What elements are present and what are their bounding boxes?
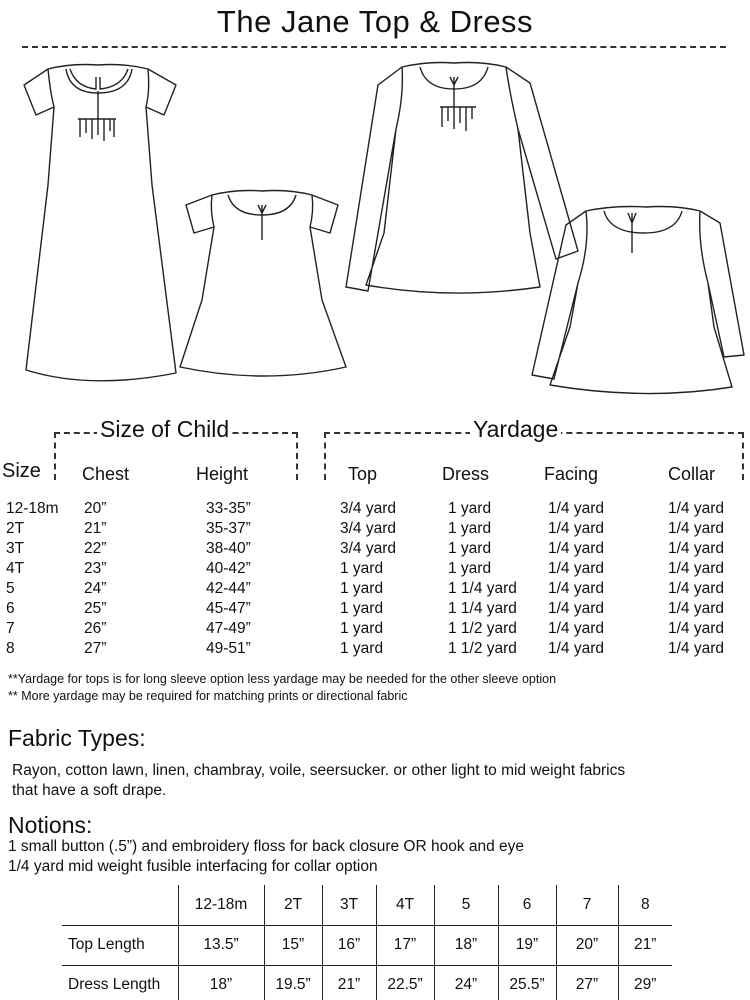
length-size: 8 — [618, 885, 672, 925]
size-cell-size: 5 — [6, 580, 15, 597]
length-cell: 22.5” — [376, 965, 434, 1000]
length-size: 12-18m — [178, 885, 264, 925]
size-cell-chest: 25” — [84, 600, 107, 617]
size-cell-top-yardage: 1 yard — [340, 600, 384, 617]
size-cell-chest: 27” — [84, 640, 107, 657]
size-cell-dress-yardage: 1 yard — [448, 540, 492, 557]
col-collar: Collar — [668, 464, 716, 484]
length-cell: 15” — [264, 925, 322, 965]
size-cell-collar-yardage: 1/4 yard — [668, 600, 725, 617]
size-cell-dress-yardage: 1 1/2 yard — [448, 640, 517, 657]
length-cell: 21” — [322, 965, 376, 1000]
size-cell-dress-yardage: 1 yard — [448, 560, 492, 577]
length-cell: 18” — [434, 925, 498, 965]
size-cell-facing-yardage: 1/4 yard — [548, 500, 605, 517]
size-cell-collar-yardage: 1/4 yard — [668, 560, 725, 577]
size-cell-chest: 20” — [84, 500, 107, 517]
col-facing: Facing — [544, 464, 599, 484]
size-cell-collar-yardage: 1/4 yard — [668, 520, 725, 537]
size-cell-size: 8 — [6, 640, 15, 657]
length-cell: 17” — [376, 925, 434, 965]
length-cell: 20” — [556, 925, 618, 965]
notions-line2: 1/4 yard mid weight fusible interfacing for collar option — [8, 858, 378, 875]
size-cell-top-yardage: 3/4 yard — [340, 500, 397, 517]
length-cell: 16” — [322, 925, 376, 965]
col-size: Size — [2, 460, 41, 482]
length-size: 6 — [498, 885, 556, 925]
illustration-top-long-sleeve — [532, 207, 744, 394]
table-row — [62, 965, 672, 1000]
size-cell-collar-yardage: 1/4 yard — [668, 640, 725, 657]
garment-illustrations — [0, 55, 750, 395]
length-cell: 27” — [556, 965, 618, 1000]
size-cell-size: 2T — [6, 520, 25, 537]
length-cell: 18” — [178, 965, 264, 1000]
yardage-note-2: ** More yardage may be required for matching prints or directional fabric — [8, 689, 408, 703]
size-cell-height: 35-37” — [206, 520, 251, 537]
col-chest: Chest — [82, 464, 130, 484]
size-cell-facing-yardage: 1/4 yard — [548, 540, 605, 557]
size-cell-chest: 26” — [84, 620, 107, 637]
length-size: 4T — [376, 885, 434, 925]
col-height: Height — [196, 464, 249, 484]
size-cell-facing-yardage: 1/4 yard — [548, 640, 605, 657]
length-size: 7 — [556, 885, 618, 925]
illustration-dress-long-sleeve — [346, 63, 578, 294]
notions-line1: 1 small button (.5”) and embroidery floss for back closure OR hook and eye — [8, 838, 525, 855]
size-cell-height: 40-42” — [206, 560, 251, 577]
col-top: Top — [348, 464, 378, 484]
size-cell-chest: 21” — [84, 520, 107, 537]
size-cell-top-yardage: 1 yard — [340, 560, 384, 577]
illustration-dress-collar — [24, 65, 176, 381]
size-cell-height: 45-47” — [206, 600, 251, 617]
fabric-heading: Fabric Types: — [8, 725, 146, 751]
length-table-corner — [62, 885, 178, 925]
size-cell-top-yardage: 1 yard — [340, 620, 384, 637]
size-cell-top-yardage: 1 yard — [340, 640, 384, 657]
size-cell-collar-yardage: 1/4 yard — [668, 540, 725, 557]
yardage-heading: Yardage — [470, 416, 561, 443]
row-label: Dress Length — [68, 976, 161, 994]
size-cell-size: 12-18m — [6, 500, 59, 517]
size-cell-collar-yardage: 1/4 yard — [668, 620, 725, 637]
size-cell-top-yardage: 1 yard — [340, 580, 384, 597]
size-cell-size: 3T — [6, 540, 25, 557]
length-table — [62, 885, 672, 1000]
length-size: 3T — [322, 885, 376, 925]
length-cell: 24” — [434, 965, 498, 1000]
size-cell-size: 4T — [6, 560, 25, 577]
size-cell-collar-yardage: 1/4 yard — [668, 580, 725, 597]
size-cell-collar-yardage: 1/4 yard — [668, 500, 725, 517]
size-cell-chest: 23” — [84, 560, 107, 577]
title-divider — [22, 46, 726, 48]
table-row — [62, 925, 672, 965]
col-dress: Dress — [442, 464, 490, 484]
size-cell-top-yardage: 3/4 yard — [340, 540, 397, 557]
size-cell-chest: 24” — [84, 580, 107, 597]
length-size: 5 — [434, 885, 498, 925]
size-cell-dress-yardage: 1 1/4 yard — [448, 600, 517, 617]
length-cell: 19” — [498, 925, 556, 965]
size-cell-facing-yardage: 1/4 yard — [548, 520, 605, 537]
page-title: The Jane Top & Dress — [216, 4, 534, 39]
fabric-text-line1: Rayon, cotton lawn, linen, chambray, voile, seersucker. or other light to mid weight fabrics — [12, 762, 626, 779]
size-cell-chest: 22” — [84, 540, 107, 557]
length-cell: 29” — [618, 965, 672, 1000]
yardage-note-1: **Yardage for tops is for long sleeve option less yardage may be needed for the other sleeve option — [8, 672, 557, 686]
size-cell-size: 7 — [6, 620, 15, 637]
notions-heading: Notions: — [8, 812, 93, 838]
size-cell-height: 38-40” — [206, 540, 251, 557]
child-heading: Size of Child — [97, 416, 232, 443]
size-cell-height: 47-49” — [206, 620, 251, 637]
row-label: Top Length — [62, 925, 178, 965]
size-cell-height: 33-35” — [206, 500, 251, 517]
illustration-dress-short-sleeve — [180, 191, 346, 377]
size-cell-facing-yardage: 1/4 yard — [548, 600, 605, 617]
size-cell-dress-yardage: 1 yard — [448, 500, 492, 517]
length-table-header — [62, 885, 672, 925]
length-cell: 25.5” — [498, 965, 556, 1000]
fabric-text-line2: that have a soft drape. — [12, 782, 167, 799]
size-cell-dress-yardage: 1 1/2 yard — [448, 620, 517, 637]
size-cell-height: 42-44” — [206, 580, 251, 597]
length-cell: 13.5” — [178, 925, 264, 965]
length-cell: 21” — [618, 925, 672, 965]
size-cell-height: 49-51” — [206, 640, 251, 657]
size-cell-facing-yardage: 1/4 yard — [548, 620, 605, 637]
length-size: 2T — [264, 885, 322, 925]
size-cell-facing-yardage: 1/4 yard — [548, 560, 605, 577]
size-cell-top-yardage: 3/4 yard — [340, 520, 397, 537]
size-cell-facing-yardage: 1/4 yard — [548, 580, 605, 597]
size-cell-dress-yardage: 1 yard — [448, 520, 492, 537]
size-cell-size: 6 — [6, 600, 15, 617]
size-cell-dress-yardage: 1 1/4 yard — [448, 580, 517, 597]
length-cell: 19.5” — [264, 965, 322, 1000]
